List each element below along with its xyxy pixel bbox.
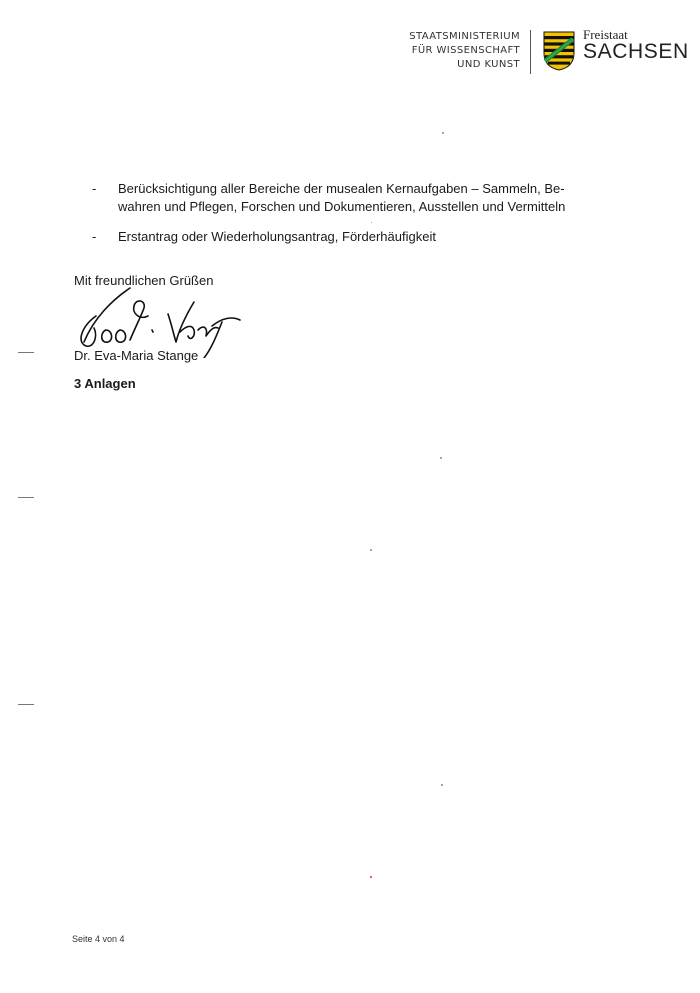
list-item-text: Erstantrag oder Wiederholungsantrag, Förderhäufigkeit [118, 229, 436, 244]
page-number: Seite 4 von 4 [72, 934, 125, 944]
scan-speck [441, 784, 443, 786]
ministry-name [409, 30, 520, 72]
header-divider [530, 30, 531, 74]
fold-mark [18, 352, 34, 353]
freistaat-label: Freistaat [583, 27, 628, 42]
signer-name: Dr. Eva-Maria Stange [74, 348, 199, 363]
attachments-note: 3 Anlagen [74, 376, 136, 391]
bullet-marker: - [92, 229, 97, 244]
list-item-text: Berücksichtigung aller Bereiche der musealen Kernaufgaben – Sammeln, Be-wahren und Pflegen, Forschen und Dokumentieren, Ausstellen und Vermitteln [118, 181, 566, 214]
ministry-line-1: STAATSMINISTERIUM [409, 31, 520, 42]
bullet-marker: - [92, 181, 97, 196]
scan-speck [442, 132, 444, 134]
scan-speck [371, 222, 372, 223]
scan-speck [440, 457, 442, 459]
criteria-list [92, 180, 592, 258]
sachsen-label: SACHSEN [583, 40, 689, 63]
fold-mark [18, 704, 34, 705]
ministry-line-3: UND KUNST [457, 59, 520, 70]
closing-salutation: Mit freundlichen Grüßen [74, 273, 214, 288]
ministry-line-2: FÜR WISSENSCHAFT [411, 45, 520, 56]
list-item [92, 228, 592, 246]
scan-speck [370, 876, 372, 878]
scan-speck [370, 549, 372, 551]
list-item [92, 180, 592, 216]
punch-mark [18, 497, 34, 498]
saxony-coat-of-arms-icon [543, 31, 575, 71]
